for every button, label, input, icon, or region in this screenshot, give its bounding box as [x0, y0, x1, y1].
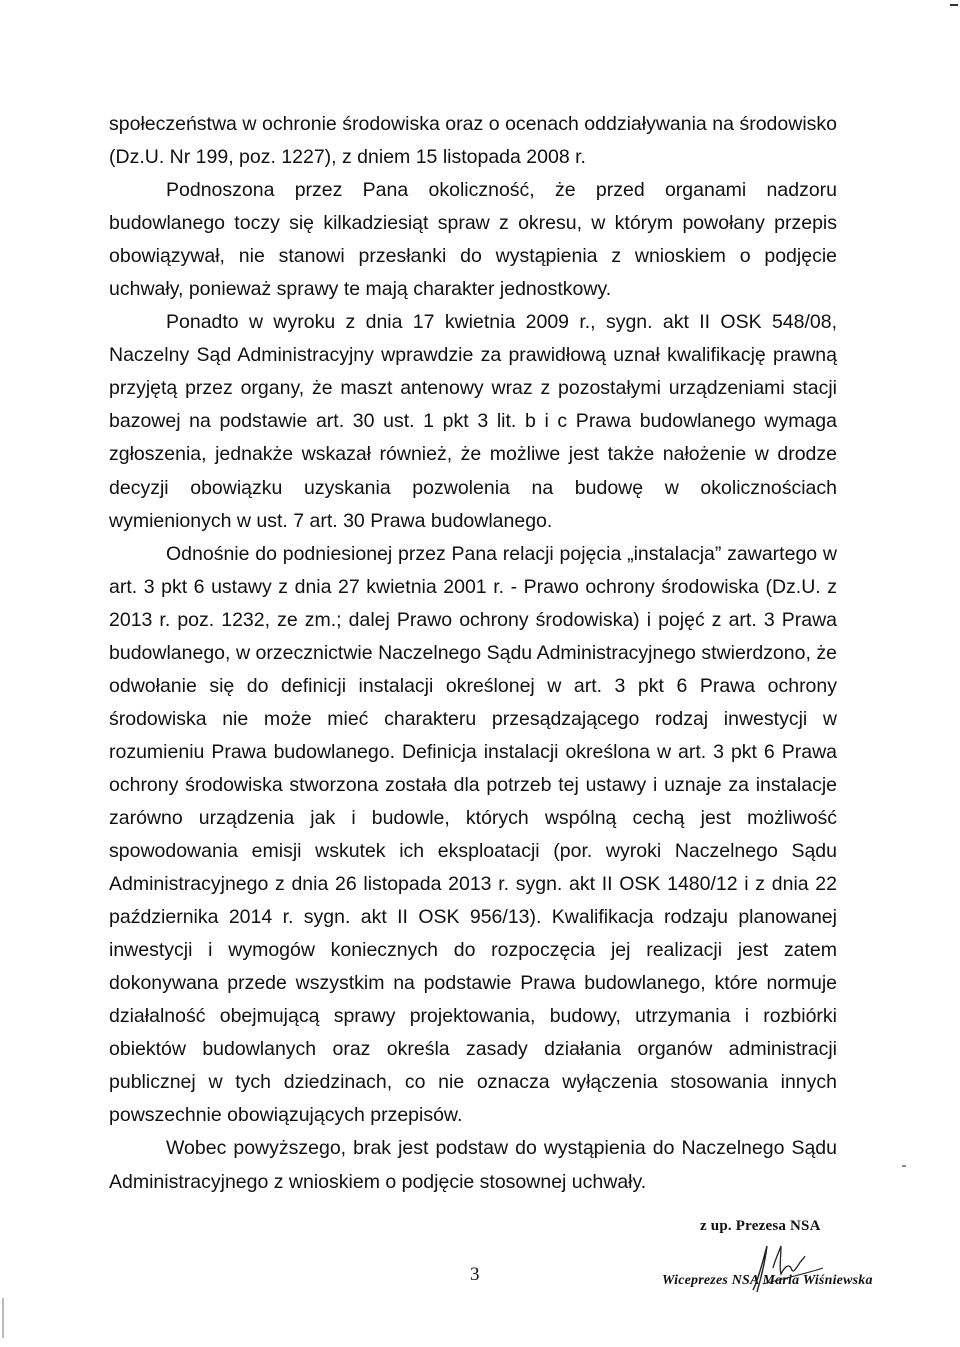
- paragraph-circumstance: Podnoszona przez Pana okoliczność, że przed organami nadzoru budowlanego toczy się kilkadziesiąt spraw z okresu, w którym powołany przepis obowiązywał, nie stanowi przesłanki do wystąpienia z wnioskiem o podjęcie uchwały, ponieważ sprawy te mają charakter jednostkowy.: [109, 179, 837, 301]
- scan-edge-mark: [2, 1298, 4, 1338]
- handwritten-signature: [745, 1238, 825, 1300]
- paragraph-continuation: społeczeństwa w ochronie środowiska oraz o ocenach oddziaływania na środowisko (Dz.U. Nr 199, poz. 1227), z dniem 15 listopada 2008 r.: [109, 113, 837, 169]
- paragraph-judgment-2009: Ponadto w wyroku z dnia 17 kwietnia 2009 r., sygn. akt II OSK 548/08, Naczelny Sąd Administracyjny wprawdzie za prawidłową uznał kwalifikację prawną przyjętą przez organy, że maszt antenowy wraz z pozostałymi urządzeniami stacji bazowej na podstawie art. 30 ust. 1 pkt 3 lit. b i c Prawa budowlanego wymaga zgłoszenia, jednakże wskazał również, że możliwe jest także nałożenie w drodze decyzji obowiązku uzyskania pozwolenia na budowę w okolicznościach wymienionych w ust. 7 art. 30 Prawa budowlanego.: [109, 311, 837, 532]
- paragraph-conclusion: Wobec powyższego, brak jest podstaw do wystąpienia do Naczelnego Sądu Administracyjnego z wnioskiem o podjęcie stosownej uchwały.: [109, 1137, 837, 1193]
- page-number: 3: [470, 1264, 480, 1285]
- paragraph-installation-definition: Odnośnie do podniesionej przez Pana relacji pojęcia „instalacja” zawartego w art. 3 pkt 6 ustawy z dnia 27 kwietnia 2001 r. - Prawo ochrony środowiska (Dz.U. z 2013 r. poz. 1232, ze zm.; dalej Prawo ochrony środowiska) i pojęć z art. 3 Prawa budowlanego, w orzecznictwie Naczelnego Sądu Administracyjnego stwierdzono, że odwołanie się do definicji instalacji określonej w art. 3 pkt 6 Prawa ochrony środowiska nie może mieć charakteru przesądzającego rodzaj inwestycji w rozumieniu Prawa budowlanego. Definicja instalacji określona w art. 3 pkt 6 Prawa ochrony środowiska stworzona została dla potrzeb tej ustawy i uznaje za instalacje zarówno urządzenia jak i budowle, których wspólną cechą jest możliwość spowodowania emisji wskutek ich eksploatacji (por. wyroki Naczelnego Sądu Administracyjnego z dnia 26 listopada 2013 r. sygn. akt II OSK 1480/12 i z dnia 22 października 2014 r. sygn. akt II OSK 956/13). Kwalifikacja rodzaju planowanej inwestycji i wymogów koniecznych do rozpoczęcia jej realizacji jest zatem dokonywana przede wszystkim na podstawie Prawa budowlanego, które normuje działalność obejmującą sprawy projektowania, budowy, utrzymania i rozbiórki obiektów budowlanych oraz określa zasady działania organów administracji publicznej w tych dziedzinach, co nie oznacza wyłączenia stosowania innych powszechnie obowiązujących przepisów.: [109, 542, 837, 1127]
- scan-dot: [902, 1165, 906, 1167]
- scan-mark: [950, 4, 958, 6]
- letter-body: [109, 108, 837, 1199]
- signatory-name: Wiceprezes NSA Maria Wiśniewska: [662, 1273, 873, 1288]
- signature-title: z up. Prezesa NSA: [700, 1218, 821, 1234]
